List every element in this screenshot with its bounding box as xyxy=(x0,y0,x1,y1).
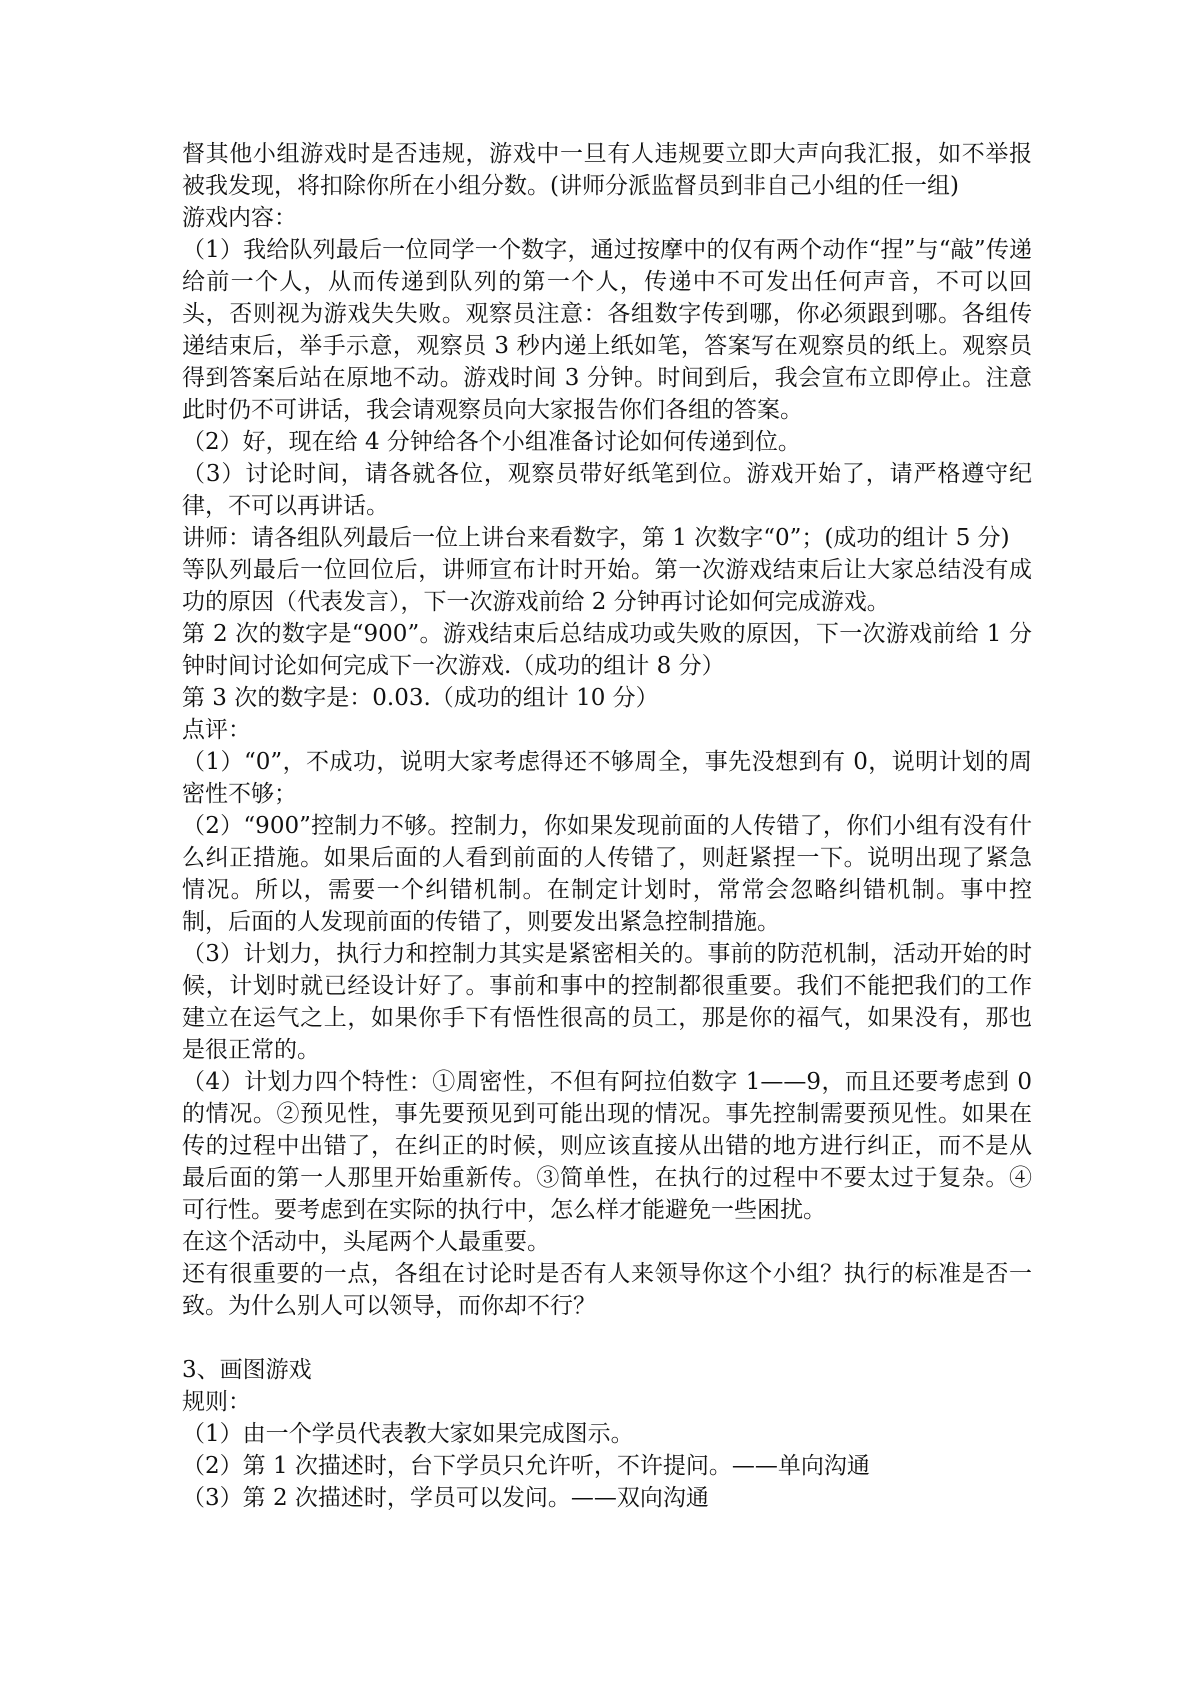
paragraph-step-3: （3）讨论时间，请各就各位，观察员带好纸笔到位。游戏开始了，请严格遵守纪律，不可以再讲话。 xyxy=(182,461,1032,519)
paragraph-rule-1: （1）由一个学员代表教大家如果完成图示。 xyxy=(182,1421,634,1447)
document-body xyxy=(182,138,1032,1514)
paragraph-round-3: 第 3 次的数字是：0.03.（成功的组计 10 分） xyxy=(182,685,659,711)
paragraph-step-2: （2）好，现在给 4 分钟给各个小组准备讨论如何传递到位。 xyxy=(182,429,801,455)
paragraph-round-2: 第 2 次的数字是“900”。游戏结束后总结成功或失败的原因，下一次游戏前给 1 分钟时间讨论如何完成下一次游戏.（成功的组计 8 分） xyxy=(182,621,1032,679)
section-heading-drawing-game: 3、画图游戏 xyxy=(182,1357,312,1383)
heading-game-content: 游戏内容： xyxy=(182,205,297,231)
heading-review: 点评： xyxy=(182,717,251,743)
paragraph-rule-3: （3）第 2 次描述时，学员可以发问。——双向沟通 xyxy=(182,1485,709,1511)
paragraph-review-1: （1）“0”，不成功，说明大家考虑得还不够周全，事先没想到有 0，说明计划的周密性不够； xyxy=(182,749,1032,807)
paragraph-instructor-round-1: 讲师：请各组队列最后一位上讲台来看数字，第 1 次数字“0”；(成功的组计 5 分) xyxy=(182,525,1010,551)
paragraph-review-3: （3）计划力，执行力和控制力其实是紧密相关的。事前的防范机制，活动开始的时候，计划时就已经设计好了。事前和事中的控制都很重要。我们不能把我们的工作建立在运气之上，如果你手下有悟性很高的员工，那是你的福气，如果没有，那也是很正常的。 xyxy=(182,941,1032,1063)
blank-line xyxy=(182,1322,1032,1354)
paragraph-review-4: （4）计划力四个特性：①周密性，不但有阿拉伯数字 1——9，而且还要考虑到 0 的情况。②预见性，事先要预见到可能出现的情况。事先控制需要预见性。如果在传的过程中出错了，在纠正的时候，则应该直接从出错的地方进行纠正，而不是从最后面的第一人那里开始重新传。③简单性，在执行的过程中不要太过于复杂。④可行性。要考虑到在实际的执行中，怎么样才能避免一些困扰。 xyxy=(182,1069,1032,1223)
heading-rules: 规则： xyxy=(182,1389,251,1415)
paragraph-review-2: （2）“900”控制力不够。控制力，你如果发现前面的人传错了，你们小组有没有什么纠正措施。如果后面的人看到前面的人传错了，则赶紧捏一下。说明出现了紧急情况。所以，需要一个纠错机制。在制定计划时，常常会忽略纠错机制。事中控制，后面的人发现前面的传错了，则要发出紧急控制措施。 xyxy=(182,813,1032,935)
paragraph-supervisor-rule: 督其他小组游戏时是否违规，游戏中一旦有人违规要立即大声向我汇报，如不举报被我发现，将扣除你所在小组分数。(讲师分派监督员到非自己小组的任一组) xyxy=(182,141,1032,199)
paragraph-step-1: （1）我给队列最后一位同学一个数字，通过按摩中的仅有两个动作“捏”与“敲”传递给前一个人，从而传递到队列的第一个人，传递中不可发出任何声音，不可以回头，否则视为游戏失失败。观察员注意：各组数字传到哪，你必须跟到哪。各组传递结束后，举手示意，观察员 3 秒内递上纸如笔，答案写在观察员的纸上。观察员得到答案后站在原地不动。游戏时间 3 分钟。时间到后，我会宣布立即停止。注意此时仍不可讲话，我会请观察员向大家报告你们各组的答案。 xyxy=(182,237,1032,423)
paragraph-round-1-summary: 等队列最后一位回位后，讲师宣布计时开始。第一次游戏结束后让大家总结没有成功的原因（代表发言），下一次游戏前给 2 分钟再讨论如何完成游戏。 xyxy=(182,557,1032,615)
paragraph-leadership: 还有很重要的一点，各组在讨论时是否有人来领导你这个小组？执行的标准是否一致。为什么别人可以领导，而你却不行？ xyxy=(182,1261,1032,1319)
paragraph-rule-2: （2）第 1 次描述时，台下学员只允许听，不许提问。——单向沟通 xyxy=(182,1453,870,1479)
paragraph-head-tail: 在这个活动中，头尾两个人最重要。 xyxy=(182,1229,550,1255)
